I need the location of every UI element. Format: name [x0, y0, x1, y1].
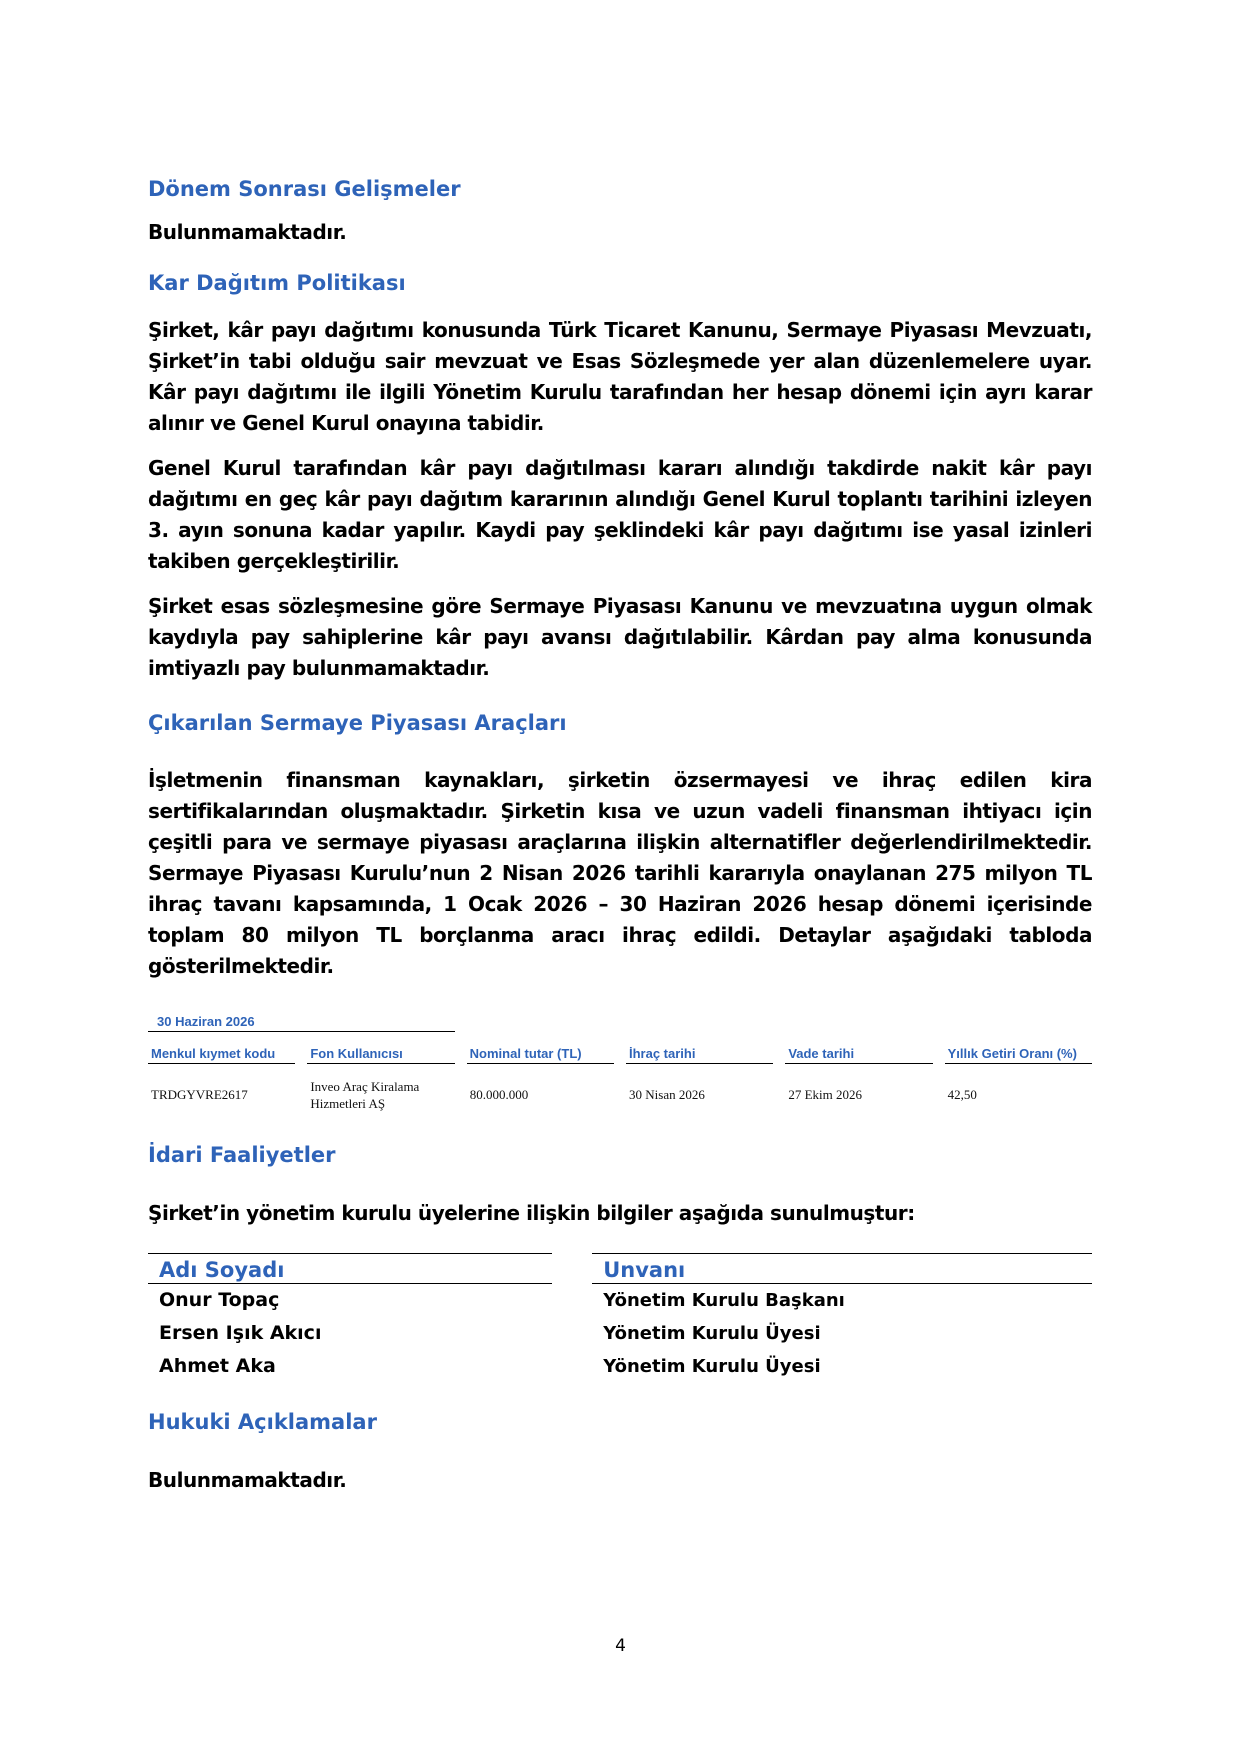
column-header-nominal-amount: Nominal tutar (TL) [467, 1046, 614, 1064]
board-title-header: Unvanı [592, 1253, 1092, 1284]
board-name-column [148, 1253, 552, 1383]
post-period-text: Bulunmamaktadır. [148, 220, 347, 244]
board-member-title: Yönetim Kurulu Başkanı [603, 1290, 845, 1311]
table-header-row [148, 1046, 1092, 1064]
cell-security-code: TRDGYVRE2617 [151, 1087, 248, 1102]
cell-annual-yield: 42,50 [947, 1087, 977, 1102]
board-members-table [148, 1253, 1092, 1383]
board-intro-text: Şirket’in yönetim kurulu üyelerine ilişkin bilgiler aşağıda sunulmuştur: [148, 1201, 915, 1225]
page-content [148, 176, 1092, 1496]
board-member-name: Ahmet Aka [159, 1355, 276, 1377]
dividend-paragraph-3: Şirket esas sözleşmesine göre Sermaye Piyasası Kanunu ve mevzuatına uygun olmak kaydıyla pay sahiplerine kâr payı avansı dağıtılabilir. Kârdan pay alma konusunda imtiyazlı pay bulunmamaktadır. [148, 594, 1092, 680]
column-header-maturity-date: Vade tarihi [785, 1046, 932, 1064]
cell-nominal-amount: 80.000.000 [469, 1087, 529, 1102]
instruments-table [148, 1014, 1092, 1112]
board-title-column [592, 1253, 1092, 1383]
column-header-annual-yield: Yıllık Getiri Oranı (%) [945, 1046, 1092, 1064]
table-caption: 30 Haziran 2026 [148, 1014, 455, 1032]
table-row [148, 1078, 1092, 1112]
board-member-name: Ersen Işık Akıcı [159, 1322, 322, 1344]
cell-maturity-date: 27 Ekim 2026 [788, 1087, 863, 1102]
cell-issue-date: 30 Nisan 2026 [629, 1087, 705, 1102]
column-header-issue-date: İhraç tarihi [626, 1046, 773, 1064]
cell-fund-user: Inveo Araç Kiralama Hizmetleri AŞ [310, 1079, 420, 1111]
column-header-security-code: Menkul kıymet kodu [148, 1046, 295, 1064]
board-member-name: Onur Topaç [159, 1289, 280, 1311]
section-heading-administrative-activities: İdari Faaliyetler [148, 1143, 336, 1167]
board-member-title: Yönetim Kurulu Üyesi [603, 1356, 821, 1377]
legal-disclosures-text: Bulunmamaktadır. [148, 1468, 347, 1492]
section-heading-capital-market-instruments: Çıkarılan Sermaye Piyasası Araçları [148, 711, 567, 735]
dividend-paragraph-1: Şirket, kâr payı dağıtımı konusunda Türk Ticaret Kanunu, Sermaye Piyasası Mevzuatı, Şirket’in tabi olduğu sair mevzuat ve Esas Sözleşmede yer alan düzenlemelere uyar. Kâr payı dağıtımı ile ilgili Yönetim Kurulu tarafından her hesap dönemi için ayrı karar alınır ve Genel Kurul onayına tabidir. [148, 318, 1092, 435]
column-header-fund-user: Fon Kullanıcısı [307, 1046, 454, 1064]
board-member-title: Yönetim Kurulu Üyesi [603, 1323, 821, 1344]
section-heading-dividend-policy: Kar Dağıtım Politikası [148, 271, 406, 295]
page-number: 4 [615, 1636, 626, 1656]
board-name-header: Adı Soyadı [148, 1253, 552, 1284]
capital-market-paragraph: İşletmenin finansman kaynakları, şirketin özsermayesi ve ihraç edilen kira sertifikalarından oluşmaktadır. Şirketin kısa ve uzun vadeli finansman ihtiyacı için çeşitli para ve sermaye piyasası araçlarına ilişkin alternatifler değerlendirilmektedir. Sermaye Piyasası Kurulu’nun 2 Nisan 2026 tarihli kararıyla onaylanan 275 milyon TL ihraç tavanı kapsamında, 1 Ocak 2026 – 30 Haziran 2026 hesap dönemi içerisinde toplam 80 milyon TL borçlanma aracı ihraç edildi. Detaylar aşağıdaki tabloda gösterilmektedir. [148, 768, 1092, 978]
section-heading-legal-disclosures: Hukuki Açıklamalar [148, 1410, 377, 1434]
section-heading-post-period: Dönem Sonrası Gelişmeler [148, 177, 461, 201]
dividend-paragraph-2: Genel Kurul tarafından kâr payı dağıtılması kararı alındığı takdirde nakit kâr payı dağıtımı en geç kâr payı dağıtım kararının alındığı Genel Kurul toplantı tarihini izleyen 3. ayın sonuna kadar yapılır. Kaydi pay şeklindeki kâr payı dağıtımı ise yasal izinleri takiben gerçekleştirilir. [148, 456, 1092, 573]
